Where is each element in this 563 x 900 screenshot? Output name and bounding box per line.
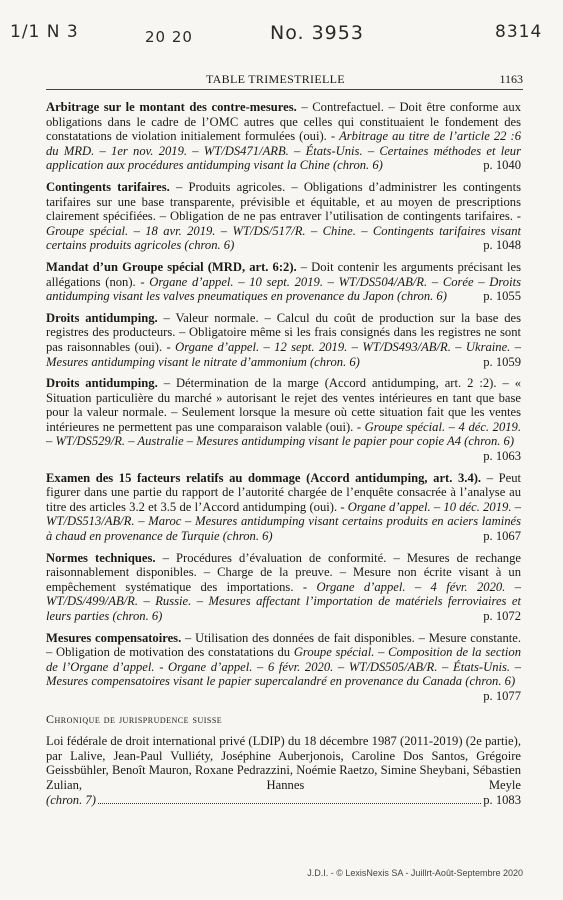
entry-text: – Doit contenir les arguments précisant les allégations (non). - bbox=[46, 259, 521, 289]
page-reference: p. 1055 bbox=[483, 289, 521, 304]
index-entry bbox=[46, 260, 521, 304]
swiss-entry bbox=[46, 734, 521, 807]
swiss-entry-text: Loi fédérale de droit international privé (LDIP) du 18 décembre 1987 (2011-2019) (2e partie), par Lalive, Jean-Paul Vulliéty, Joséphine Auberjonois, Caroline Dos Santos, Grégoire Geissbühler, Benoît Mauron, Roxane Pedrazzini, Noémie Raetzo, Simine Sheybani, Sébastien Zulian, Hannes Meyle bbox=[46, 734, 521, 792]
entry-citation: Groupe spécial. – Composition de la section de l’Organe d’appel. - Organe d’appel. – 6 févr. 2020. – WT/DS505/AB/R. – États-Unis. – Mesures compensatoires visant le papier supercalandré en provenance du Canada (chron. 6) bbox=[46, 645, 522, 689]
entry-text: – Valeur normale. – Calcul du coût de production sur la base des registres des producteurs. – Obligatoire même si les frais consignés dans les registres ne sont pas raisonnables (oui). - bbox=[46, 310, 521, 354]
page-reference: p. 1067 bbox=[483, 529, 521, 544]
entry-heading: Mandat d’un Groupe spécial (MRD, art. 6:2). bbox=[46, 259, 297, 274]
entry-citation: Groupe spécial. – 4 déc. 2019. – WT/DS529/R. – Australie – Mesures antidumping visant le papier pour copie A4 (chron. 6) bbox=[46, 419, 521, 449]
handwritten-mark: No. 3953 bbox=[270, 22, 364, 44]
page-reference: p. 1048 bbox=[483, 238, 521, 253]
entry-heading: Normes techniques. bbox=[46, 550, 156, 565]
handwritten-mark: 1/1 N 3 bbox=[10, 22, 79, 42]
handwritten-mark: 8314 bbox=[495, 22, 543, 42]
section-title: Chronique de jurisprudence suisse bbox=[46, 711, 223, 726]
entry-text: – Procédures d’évaluation de conformité. – Mesures de rechange raisonnablement disponibles. – Charge de la preuve. – Mesure non écrite visant à un empêchement systématique des importations. - bbox=[46, 550, 521, 594]
entry-text: – Détermination de la marge (Accord antidumping, art. 2 :2). – « Situation particulière du marché » autorisant le rejet des ventes intérieures en tant que base pour la valeur normale. – Seulement lorsque la mesure où cette situation fait que les ventes intérieures ne permettent pas une comparaison valable (oui). - bbox=[46, 376, 521, 434]
entry-citation: Organe d’appel. – 10 sept. 2019. – WT/DS504/AB/R. – Corée – Droits antidumping visant les valves pneumatiques en provenance du Japon (chron. 6) bbox=[46, 274, 521, 304]
page-header bbox=[46, 72, 523, 90]
index-entry bbox=[46, 311, 521, 369]
index-entry bbox=[46, 471, 521, 544]
entry-text: – Utilisation des données de fait disponibles. – Mesure constante. – Obligation de motivation des constatations du bbox=[46, 630, 521, 660]
index-entry bbox=[46, 180, 521, 253]
index-entry bbox=[46, 376, 521, 464]
entry-heading: Droits antidumping. bbox=[46, 310, 158, 325]
entry-list bbox=[46, 100, 521, 704]
entry-text: – Contrefactuel. – Doit être conforme aux obligations dans le cadre de l’OMC autres que celles qui constituaient le fondement des constatations de violation initialement formulées (oui). - bbox=[46, 100, 521, 144]
page-reference: p. 1083 bbox=[483, 792, 521, 807]
page-reference: p. 1072 bbox=[483, 609, 521, 623]
entry-text: – Produits agricoles. – Obligations d’administrer les contingents tarifaires sur une base transparente, prévisible et équitable, et au moyen de prescriptions clairement spécifiées. – Obligation de ne pas entraver l’utilisation de contingents tarifaires. - bbox=[46, 179, 522, 224]
entry-citation: Organe d’appel. – 4 févr. 2020. – WT/DS/499/AB/R. – Russie. – Mesures affectant l’importation de matériels ferroviaires et leurs parties (chron. 6) bbox=[46, 579, 521, 623]
entry-heading: Examen des 15 facteurs relatifs au dommage (Accord antidumping, art. 3.4). bbox=[46, 470, 482, 485]
index-entry bbox=[46, 551, 521, 624]
entry-heading: Arbitrage sur le montant des contre-mesures. bbox=[46, 100, 297, 114]
page-reference: p. 1059 bbox=[483, 354, 521, 369]
page-reference: p. 1063 bbox=[483, 449, 521, 464]
entry-heading: Droits antidumping. bbox=[46, 376, 158, 391]
running-title: TABLE TRIMESTRIELLE bbox=[206, 72, 345, 86]
entry-text: – Peut figurer dans une partie du rapport de l’autorité chargée de l’enquête consacrée à l’analyse au titre des articles 3.2 et 3.5 de l’Accord antidumping (oui). - bbox=[46, 470, 521, 514]
page-footer: J.D.I. - © LexisNexis SA - Juillrt-Août-Septembre 2020 bbox=[307, 868, 523, 878]
entry-heading: Mesures compensatoires. bbox=[46, 630, 182, 645]
entry-heading: Contingents tarifaires. bbox=[46, 179, 170, 194]
page-reference: p. 1040 bbox=[483, 158, 521, 173]
page-reference: p. 1077 bbox=[483, 688, 521, 703]
index-content bbox=[46, 100, 521, 814]
page-number: 1163 bbox=[499, 72, 523, 86]
entry-citation: Organe d’appel. – 12 sept. 2019. – WT/DS493/AB/R. – Ukraine. – Mesures antidumping visant le nitrate d’ammonium (chron. 6) bbox=[46, 339, 521, 369]
index-entry bbox=[46, 100, 521, 173]
entry-citation: Organe d’appel. – 10 déc. 2019. – WT/DS513/AB/R. – Maroc – Mesures antidumping visant certains produits en aciers laminés à chaud en provenance de Turquie (chron. 6) bbox=[46, 499, 521, 544]
entry-citation: Arbitrage au titre de l’article 22 :6 du MRD. – 1er nov. 2019. – WT/DS471/ARB. – États-Unis. – Certaines méthodes et leur application aux procédures antidumping visant la Chine (chron. 6) bbox=[46, 129, 521, 173]
index-entry bbox=[46, 631, 521, 704]
handwritten-mark: 20 20 bbox=[145, 28, 193, 46]
entry-citation: Groupe spécial. – 18 avr. 2019. – WT/DS/517/R. – Chine. – Contingents tarifaires visant certains produits agricoles (chron. 6) bbox=[46, 223, 521, 253]
swiss-entry-chron: (chron. 7) bbox=[46, 792, 96, 807]
